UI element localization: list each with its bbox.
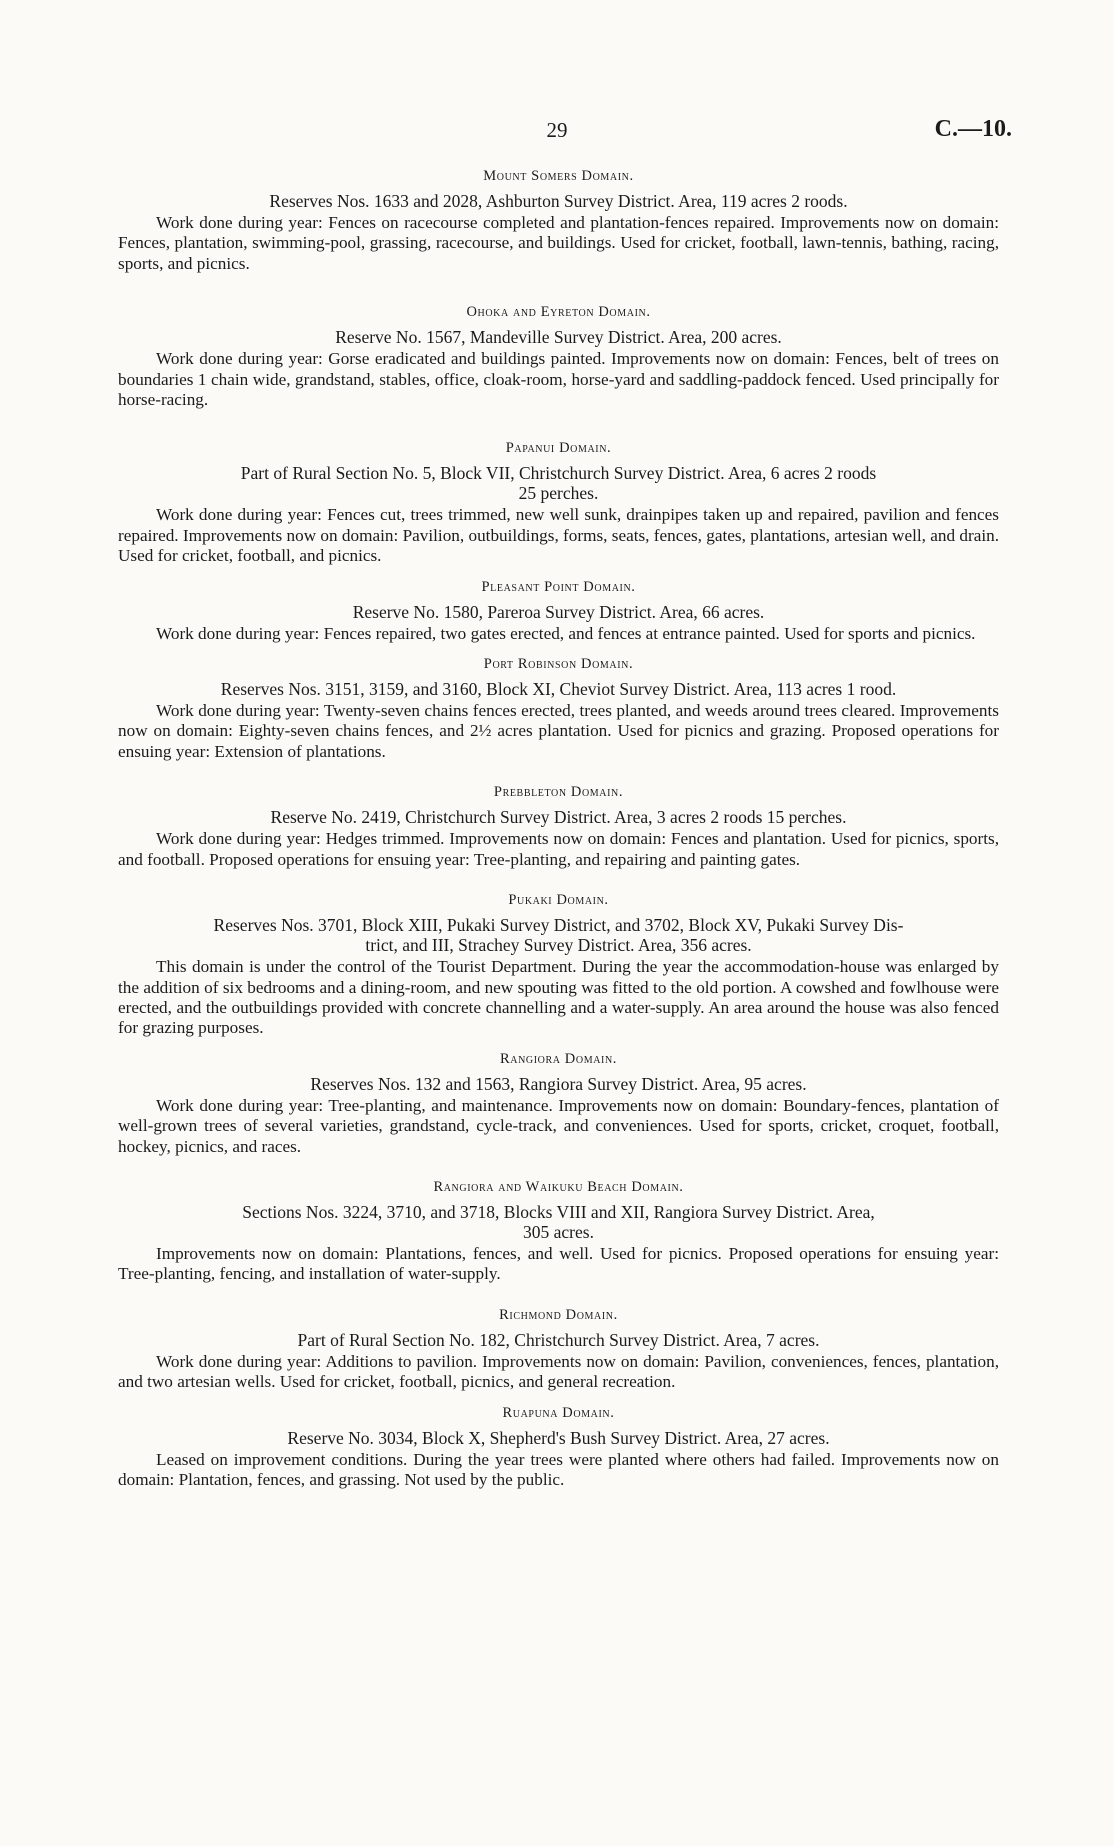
reserve-line: Reserve No. 1567, Mandeville Survey District. Area, 200 acres. — [335, 327, 782, 348]
domain-section-pleasant-point — [118, 579, 999, 644]
domain-section-ruapuna — [118, 1405, 999, 1491]
section-paragraph: Work done during year: Hedges trimmed. Improvements now on domain: Fences and plantation. Used for picnics, sports, and football. Proposed operations for ensuing year: Tree-planting, and repairing and painting gates. — [118, 829, 999, 869]
domain-section-richmond — [118, 1307, 999, 1393]
section-heading: Pleasant Point Domain. — [481, 578, 636, 595]
page-header — [0, 118, 1114, 148]
domain-section-papanui — [118, 440, 999, 566]
reserve-line-continued: trict, and III, Strachey Survey District. Area, 356 acres. — [365, 935, 752, 956]
section-heading: Papanui Domain. — [505, 440, 612, 457]
reserve-line: Reserve No. 1580, Pareroa Survey District. Area, 66 acres. — [352, 601, 765, 622]
section-heading: Ohoka and Eyreton Domain. — [466, 304, 651, 321]
reserve-line-continued: 305 acres. — [523, 1221, 594, 1242]
reserve-line: Reserves Nos. 132 and 1563, Rangiora Survey District. Area, 95 acres. — [310, 1073, 807, 1094]
section-paragraph: Work done during year: Twenty-seven chains fences erected, trees planted, and weeds around trees cleared. Improvements now on domain: Eighty-seven chains fences, and 2½ acres plantation. Used for picnics and grazing. Proposed operations for ensuing year: Extension of plantations. — [118, 701, 999, 761]
section-paragraph: This domain is under the control of the Tourist Department. During the year the accommodation-house was enlarged by the addition of six bedrooms and a dining-room, and new spouting was fitted to the old portion. A cowshed and fowlhouse were erected, and the outbuildings provided with concrete channelling and a water-supply. An area around the house was also fenced for grazing purposes. — [118, 957, 999, 1038]
section-heading: Mount Somers Domain. — [483, 168, 634, 184]
section-paragraph: Work done during year: Fences repaired, two gates erected, and fences at entrance painted. Used for sports and picnics. — [156, 623, 976, 643]
reserve-line: Reserves Nos. 3701, Block XIII, Pukaki Survey District, and 3702, Block XV, Pukaki Survey Dis- — [213, 915, 904, 936]
domain-section-mount-somers — [118, 168, 999, 274]
section-paragraph: Work done during year: Gorse eradicated and buildings painted. Improvements now on domain: Fences, belt of trees on boundaries 1 chain wide, grandstand, stables, office, cloak-room, horse-yard and saddling-paddock fenced. Used principally for horse-racing. — [118, 349, 999, 410]
section-heading: Rangiora and Waikuku Beach Domain. — [433, 1178, 684, 1195]
section-paragraph: Work done during year: Fences cut, trees trimmed, new well sunk, drainpipes taken up and repaired, pavilion and fences repaired. Improvements now on domain: Pavilion, outbuildings, forms, seats, fences, gates, plantations, artesian well, and drain. Used for cricket, football, and picnics. — [118, 505, 999, 566]
domain-section-prebbleton — [118, 784, 999, 870]
document-code: C.—10. — [934, 116, 1012, 142]
page-body — [118, 168, 999, 1490]
section-paragraph: Leased on improvement conditions. During the year trees were planted where others had failed. Improvements now on domain: Plantation, fences, and grassing. Not used by the public. — [118, 1449, 999, 1489]
reserve-line-continued: 25 perches. — [518, 483, 599, 504]
section-heading: Rangiora Domain. — [500, 1050, 617, 1067]
reserve-line: Reserves Nos. 1633 and 2028, Ashburton Survey District. Area, 119 acres 2 roods. — [269, 191, 848, 211]
reserve-line: Part of Rural Section No. 182, Christchurch Survey District. Area, 7 acres. — [297, 1329, 820, 1350]
section-heading: Port Robinson Domain. — [483, 656, 634, 673]
reserve-line: Part of Rural Section No. 5, Block VII, Christchurch Survey District. Area, 6 acres 2 roods — [240, 463, 877, 484]
section-paragraph: Improvements now on domain: Plantations, fences, and well. Used for picnics. Proposed operations for ensuing year: Tree-planting, fencing, and installation of water-supply. — [118, 1243, 999, 1284]
section-paragraph: Work done during year: Additions to pavilion. Improvements now on domain: Pavilion, conveniences, fences, plantation, and two artesian wells. Used for cricket, football, picnics, and general recreation. — [118, 1351, 999, 1392]
domain-section-pukaki — [118, 892, 999, 1039]
domain-section-rangiora — [118, 1051, 999, 1157]
domain-section-ohoka-eyreton — [118, 304, 999, 410]
reserve-line: Reserve No. 3034, Block X, Shepherd's Bush Survey District. Area, 27 acres. — [287, 1427, 830, 1448]
reserve-line: Sections Nos. 3224, 3710, and 3718, Blocks VIII and XII, Rangiora Survey District. Area, — [242, 1201, 875, 1222]
section-heading: Ruapuna Domain. — [502, 1404, 615, 1421]
section-heading: Pukaki Domain. — [508, 892, 609, 909]
domain-section-port-robinson — [118, 656, 999, 762]
reserve-line: Reserve No. 2419, Christchurch Survey District. Area, 3 acres 2 roods 15 perches. — [270, 807, 847, 828]
section-heading: Prebbleton Domain. — [493, 784, 624, 801]
section-paragraph: Work done during year: Fences on racecourse completed and plantation-fences repaired. Improvements now on domain: Fences, plantation, swimming-pool, grassing, racecourse, and buildings. Used for cricket, football, lawn-tennis, bathing, racing, sports, and picnics. — [118, 213, 999, 273]
reserve-line: Reserves Nos. 3151, 3159, and 3160, Block XI, Cheviot Survey District. Area, 113 acres 1 rood. — [220, 679, 897, 700]
domain-section-rangiora-waikuku — [118, 1179, 999, 1285]
section-heading: Richmond Domain. — [499, 1306, 618, 1323]
section-paragraph: Work done during year: Tree-planting, and maintenance. Improvements now on domain: Boundary-fences, plantation of well-grown trees of several varieties, grandstand, cycle-track, and conveniences. Used for sports, cricket, croquet, football, hockey, picnics, and races. — [118, 1095, 999, 1156]
page-number: 29 — [546, 118, 568, 142]
